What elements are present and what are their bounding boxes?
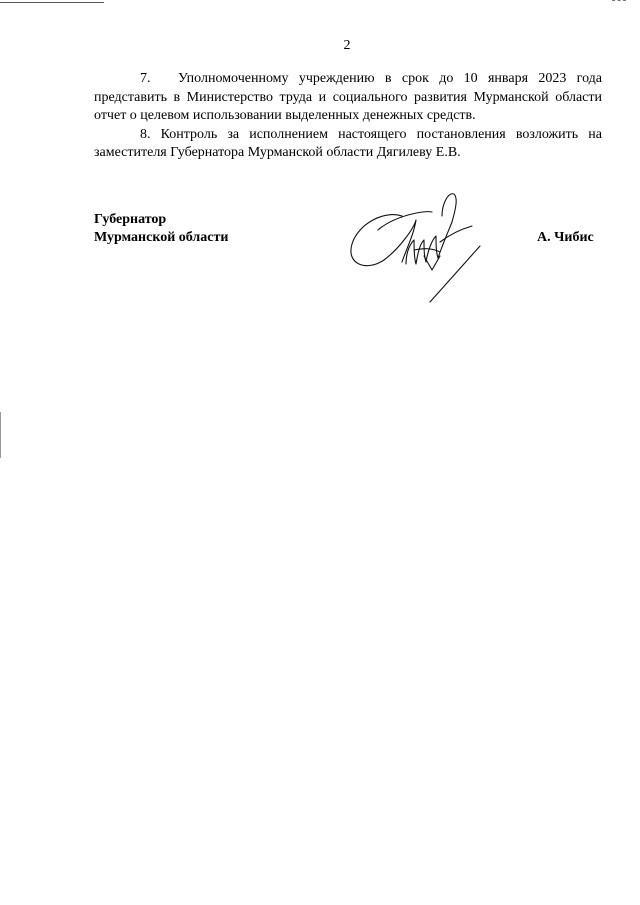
page-number: 2 [343, 38, 351, 53]
document-body [94, 70, 602, 163]
signer-title [94, 211, 228, 247]
scan-artifact-edge [0, 412, 1, 458]
scan-artifact-mark [612, 0, 626, 3]
signer-title-line1: Губернатор [94, 212, 167, 227]
paragraph-number: 7. [140, 71, 151, 86]
signer-name: А. Чибис [537, 230, 594, 245]
handwritten-signature [344, 186, 494, 306]
scan-artifact-line [0, 2, 104, 3]
signer-title-line2: Мурманской области [94, 230, 229, 245]
paragraph-7 [94, 70, 602, 126]
paragraph-8: 8. Контроль за исполнением настоящего постановления возложить на заместителя Губернатора Мурманской области Дягилеву Е.В. [94, 126, 602, 161]
paragraph-text: Уполномоченному учреждению в срок до 10 января 2023 года представить в Министерство труда и социального развития Мурманской области отчет о целевом использовании выделенных денежных средств. [94, 71, 602, 124]
